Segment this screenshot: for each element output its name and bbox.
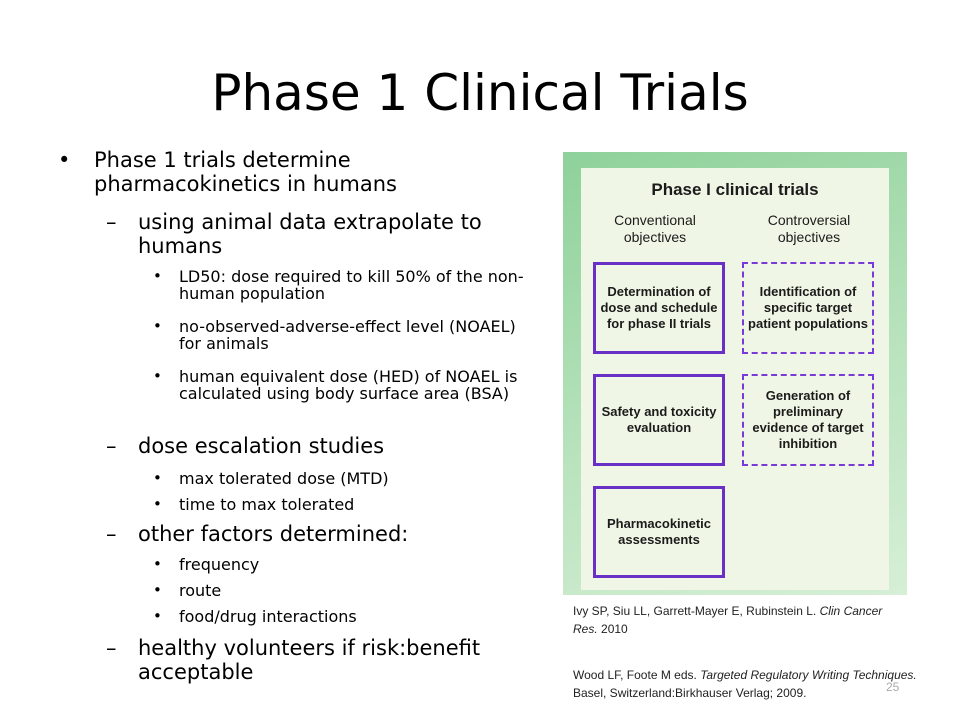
figure-title: Phase I clinical trials [651, 180, 819, 199]
bullet-marker: • [58, 148, 71, 172]
citation-year: 2010 [601, 622, 628, 636]
objective-box-safety: Safety and toxicity evaluation [593, 374, 725, 466]
bullet-marker: • [153, 555, 162, 573]
bullet-text: max tolerated dose (MTD) [179, 469, 389, 488]
bullet-marker: – [106, 434, 117, 458]
figure-citation [573, 602, 903, 638]
bullet-text: dose escalation studies [138, 434, 385, 458]
bullet-text: human equivalent dose (HED) of NOAEL is calculated using body surface area (BSA) [179, 367, 518, 403]
bullet-marker: • [153, 581, 162, 599]
bullet-text: route [179, 581, 222, 600]
bullet-text: healthy volunteers if risk:benefit acceptable [138, 636, 481, 684]
bullet-text: using animal data extrapolate to humans [138, 210, 482, 258]
objective-box-target-populations: Identification of specific target patient populations [742, 262, 874, 354]
conventional-heading: Conventional objectives [614, 212, 696, 245]
bullet-marker: – [106, 636, 117, 660]
source-publisher: Basel, Switzerland:Birkhauser Verlag; 2009. [573, 686, 807, 700]
objective-box-target-inhibition: Generation of preliminary evidence of target inhibition [742, 374, 874, 466]
bullet-marker: • [153, 317, 162, 335]
slide-title: Phase 1 Clinical Trials [211, 64, 749, 122]
citation-authors: Ivy SP, Siu LL, Garrett-Mayer E, Rubinstein L. [573, 604, 817, 618]
objective-box-dose: Determination of dose and schedule for phase II trials [593, 262, 725, 354]
bullet-text: LD50: dose required to kill 50% of the non-human population [179, 267, 524, 303]
bullet-marker: • [153, 469, 162, 487]
figure-panel [581, 168, 889, 590]
source-book: Targeted Regulatory Writing Techniques. [700, 668, 917, 682]
bullet-marker: • [153, 367, 162, 385]
source-editors: Wood LF, Foote M eds. [573, 668, 697, 682]
bullet-marker: – [106, 210, 117, 234]
bullet-marker: – [106, 522, 117, 546]
bullet-text: frequency [179, 555, 260, 574]
bullet-text: food/drug interactions [179, 607, 357, 626]
bullet-text: no-observed-adverse-effect level (NOAEL) for animals [179, 317, 516, 353]
bullet-text: other factors determined: [138, 522, 409, 546]
bullet-text: time to max tolerated [179, 495, 355, 514]
bullet-marker: • [153, 267, 162, 285]
citation-journal: Clin Cancer Res. [573, 604, 883, 636]
controversial-heading: Controversial objectives [767, 212, 851, 245]
bullet-marker: • [153, 495, 162, 513]
bullet-text: Phase 1 trials determine pharmacokinetics in humans [94, 148, 397, 196]
figure-frame [563, 152, 907, 595]
bullet-marker: • [153, 607, 162, 625]
objective-box-pharmacokinetic: Pharmacokinetic assessments [593, 486, 725, 578]
page-number: 25 [886, 680, 900, 694]
